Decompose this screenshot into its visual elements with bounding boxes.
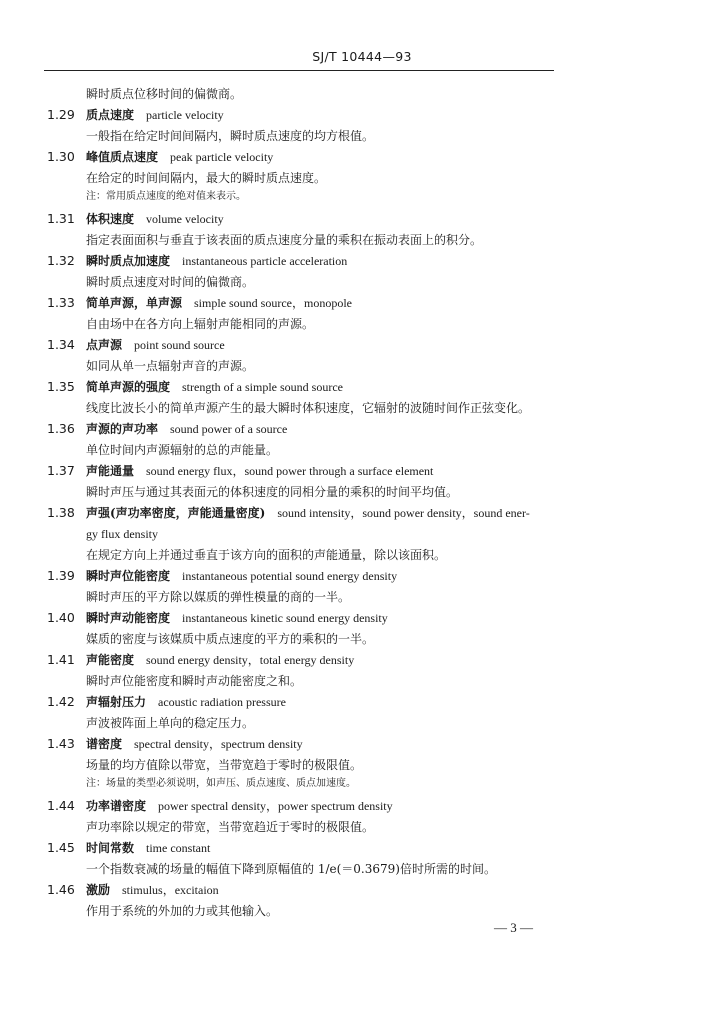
entry-definition: 一般指在给定时间间隔内，瞬时质点速度的均方根值。 [86,129,375,143]
entry-heading [86,149,273,165]
entry-english-term: sound power of a source [170,422,288,436]
entry-term: 时间常数 [86,841,135,855]
entry-number: 1.35 [47,379,75,394]
entry-definition: 瞬时声压的平方除以媒质的弹性模量的商的一半。 [86,590,351,604]
entry-term: 瞬时声动能密度 [86,611,171,625]
entry-number: 1.40 [47,610,75,625]
entry-english-term: strength of a simple sound source [182,380,343,394]
entry-definition: 瞬时声压与通过其表面元的体积速度的同相分量的乘积的时间平均值。 [86,485,459,499]
entry-english-term: power spectral density，power spectrum density [158,799,393,813]
entry-number: 1.32 [47,253,75,268]
entry-number: 1.44 [47,798,75,813]
entry-note: 注：常用质点速度的绝对值来表示。 [86,191,246,202]
entry-english-term: instantaneous particle acceleration [182,254,348,268]
entry-number: 1.39 [47,568,75,583]
entry-number: 1.36 [47,421,75,436]
entry-definition: 如同从单一点辐射声音的声源。 [86,359,255,373]
entry-definition: 指定表面面积与垂直于该表面的质点速度分量的乘积在振动表面上的积分。 [86,233,483,247]
entry-definition: 瞬时质点速度对时间的偏微商。 [86,275,255,289]
entry-number: 1.43 [47,736,75,751]
entry-definition: 在给定的时间间隔内，最大的瞬时质点速度。 [86,171,327,185]
entry-heading [86,840,210,856]
entry-number: 1.34 [47,337,75,352]
page-number: — 3 — [494,920,533,935]
entry-term: 质点速度 [86,108,135,122]
entry-definition: 单位时间内声源辐射的总的声能量。 [86,443,279,457]
entry-number: 1.38 [47,505,75,520]
entry-heading [86,736,303,752]
entry-number: 1.30 [47,149,75,164]
entry-english-term: sound intensity，sound power density，sound ener- [277,506,530,520]
entry-definition: 线度比波长小的简单声源产生的最大瞬时体积速度，它辐射的波随时间作正弦变化。 [86,401,531,415]
entry-english-term: sound energy flux，sound power through a surface element [146,464,434,478]
entry-term: 体积速度 [86,212,135,226]
entry-term: 声能通量 [86,464,135,478]
entry-definition: 瞬时声位能密度和瞬时声动能密度之和。 [86,674,303,688]
entry-heading [86,295,352,311]
entry-definition: 声波被阵面上单向的稳定压力。 [86,716,255,730]
entry-number: 1.45 [47,840,75,855]
entry-number: 1.37 [47,463,75,478]
entry-heading [86,253,347,269]
entry-term: 谱密度 [86,737,123,751]
entry-english-term: peak particle velocity [170,150,274,164]
header-rule [44,70,554,71]
entry-english-term: volume velocity [146,212,224,226]
entry-term: 声源的声功率 [86,422,159,436]
entry-english-term: acoustic radiation pressure [158,695,286,709]
entry-english-term: point sound source [134,338,225,352]
entry-heading [86,798,393,814]
entry-english-term: particle velocity [146,108,224,122]
entry-definition: 作用于系统的外加的力或其他输入。 [86,904,279,918]
entry-heading [86,421,287,437]
entry-term: 声能密度 [86,653,135,667]
entry-term: 点声源 [86,338,123,352]
entry-term: 声辐射压力 [86,695,147,709]
entry-heading [86,610,388,626]
entry-number: 1.29 [47,107,75,122]
entry-definition: 一个指数衰减的场量的幅值下降到原幅值的 1/e(＝0.3679)倍时所需的时间。 [86,862,496,876]
entry-heading [86,694,286,710]
entry-english-term: spectral density，spectrum density [134,737,303,751]
entry-term: 简单声源的强度 [86,380,171,394]
entry-definition: 场量的均方值除以带宽，当带宽趋于零时的极限值。 [86,758,363,772]
entry-heading [86,379,343,395]
entry-number: 1.46 [47,882,75,897]
entry-english-term: sound energy density，total energy density [146,653,355,667]
entry-heading [86,211,224,227]
entry-heading [86,882,219,898]
entry-note: 注：场量的类型必须说明，如声压、质点速度、质点加速度。 [86,778,356,789]
lead-text: 瞬时质点位移时间的偏微商。 [86,87,243,101]
entry-term: 功率谱密度 [86,799,147,813]
entry-definition: 声功率除以规定的带宽，当带宽趋近于零时的极限值。 [86,820,375,834]
entry-english-term: simple sound source，monopole [194,296,352,310]
entry-term: 简单声源，单声源 [86,296,183,310]
entry-heading [86,505,530,521]
entry-heading [86,463,433,479]
entry-number: 1.31 [47,211,75,226]
entry-english-term: instantaneous potential sound energy density [182,569,398,583]
entry-english-term-continued: gy flux density [86,527,158,541]
entry-definition: 媒质的密度与该媒质中质点速度的平方的乘积的一半。 [86,632,375,646]
entry-english-term: instantaneous kinetic sound energy density [182,611,388,625]
entry-term: 瞬时声位能密度 [86,569,171,583]
entry-term: 声强(声功率密度，声能通量密度) [86,506,266,520]
entry-english-term: stimulus，excitaion [122,883,219,897]
entry-number: 1.41 [47,652,75,667]
entry-heading [86,107,224,123]
entry-heading [86,337,225,353]
entry-definition: 自由场中在各方向上辐射声能相同的声源。 [86,317,315,331]
entry-heading [86,568,397,584]
entry-english-term: time constant [146,841,211,855]
entry-term: 激励 [86,883,111,897]
entry-heading [86,652,354,668]
entry-term: 峰值质点速度 [86,150,159,164]
entry-term: 瞬时质点加速度 [86,254,171,268]
entry-number: 1.42 [47,694,75,709]
entry-number: 1.33 [47,295,75,310]
document-code: SJ/T 10444—93 [312,49,412,64]
entry-definition: 在规定方向上并通过垂直于该方向的面积的声能通量，除以该面积。 [86,548,447,562]
